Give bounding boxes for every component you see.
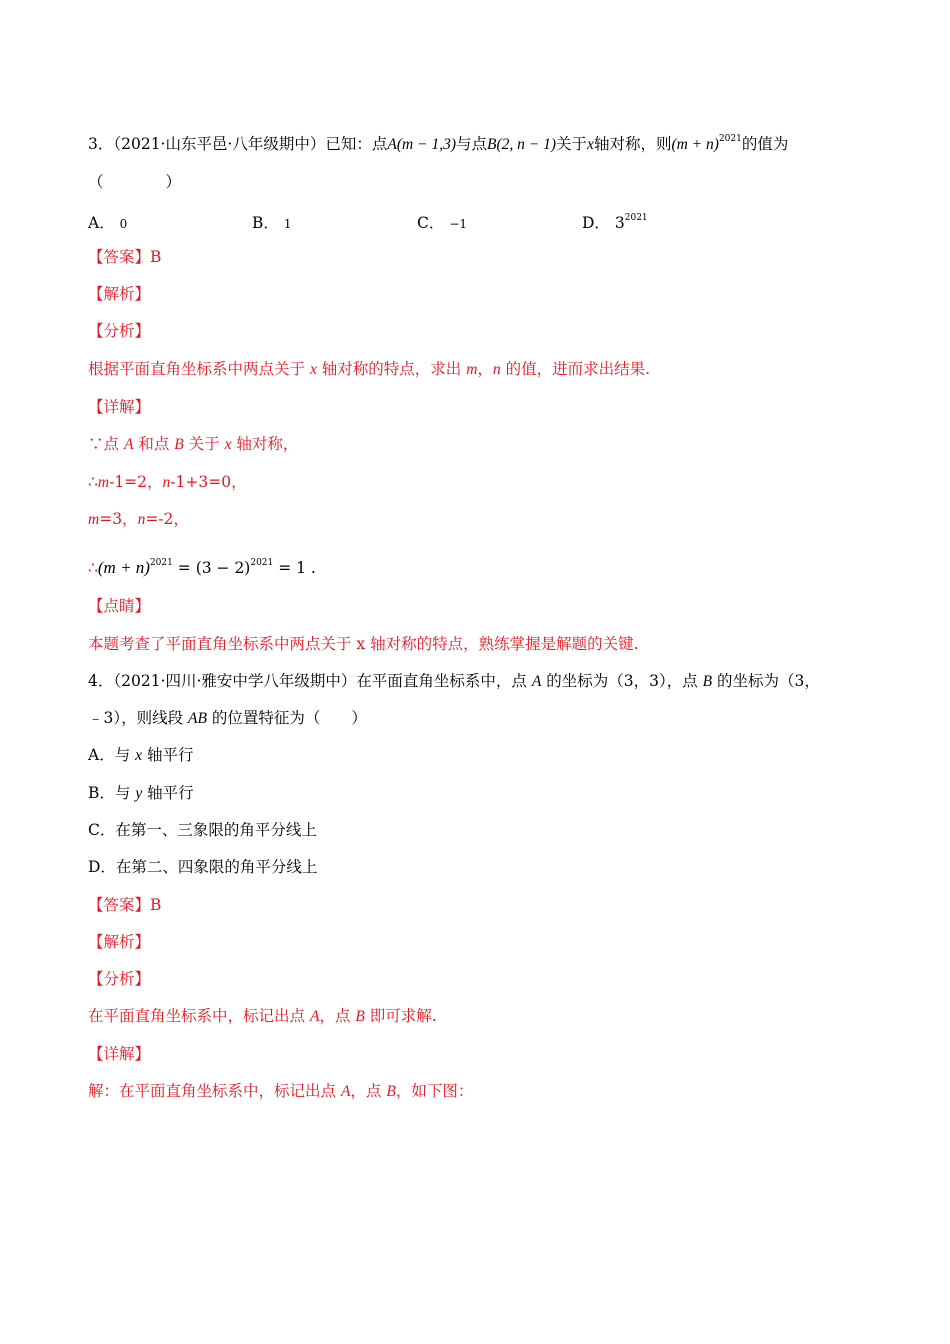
var: n (137, 511, 146, 528)
q3-stem-text: 的值为 (741, 135, 789, 153)
q3-option-c (417, 211, 467, 233)
q3-expression: (m + n) (671, 136, 719, 153)
text: ﹣3），则线段 (88, 709, 189, 727)
q4-option-d: D．在第二、四象限的角平分线上 (88, 858, 318, 876)
text: 的位置特征为（ ） (206, 709, 367, 727)
var: x (309, 361, 317, 378)
var: m (466, 361, 478, 378)
text: 和点 (133, 435, 175, 453)
var: AB (188, 710, 207, 727)
text: 的坐标为（3，3），点 (541, 672, 703, 690)
answer-value: B (150, 248, 162, 266)
q3-stem (88, 129, 788, 155)
math-expr: = (3 − 2) (172, 559, 251, 577)
text: A．与 (88, 746, 136, 764)
text: 解：在平面直角坐标系中，标记出点 (88, 1082, 341, 1100)
var: A (123, 436, 134, 453)
q3-fenxi-label: 【分析】 (88, 322, 151, 340)
q3-detail-label: 【详解】 (88, 398, 151, 416)
answer-label: 【答案】 (88, 896, 151, 914)
var: n (492, 361, 501, 378)
var: B (174, 436, 184, 453)
text: ∴ (88, 559, 98, 577)
q4-option-c: C．在第一、三象限的角平分线上 (88, 821, 317, 839)
q3-axis-var: x (587, 136, 594, 153)
var: x (135, 747, 143, 764)
q3-option-b (252, 211, 291, 233)
math-expr: (m + n) (97, 558, 150, 577)
text: ，点 (319, 1007, 356, 1025)
q4-analysis-label: 【解析】 (88, 933, 151, 951)
text: ∵点 (88, 435, 124, 453)
text: 即可求解. (364, 1007, 437, 1025)
q3-point-b: B(2, n − 1) (487, 136, 557, 153)
q3-fenxi-text (88, 359, 650, 380)
var: x (224, 436, 232, 453)
option-value: 3 (614, 214, 625, 232)
text: ∴ (88, 473, 98, 491)
answer-label: 【答案】 (88, 248, 151, 266)
var: n (162, 474, 171, 491)
math-expr: = 1 . (273, 559, 316, 577)
q4-fenxi-label: 【分析】 (88, 970, 151, 988)
q4-detail-label: 【详解】 (88, 1045, 151, 1063)
text: 轴平行 (142, 746, 194, 764)
q3-blank: （ ） (88, 173, 182, 191)
text: 的坐标为（3， (712, 672, 820, 690)
option-letter: A． (88, 214, 115, 232)
q3-detail-line-1 (88, 434, 298, 455)
q4-option-b (88, 783, 194, 804)
q3-option-d (582, 211, 648, 233)
var: A (531, 673, 542, 690)
q3-stem-text: 与点 (456, 135, 488, 153)
option-value: 1 (283, 217, 292, 231)
text: 关于 (183, 435, 225, 453)
option-letter: C． (417, 214, 445, 232)
var: m (88, 511, 100, 528)
text: 在平面直角坐标系中，标记出点 (88, 1007, 310, 1025)
exponent: 2021 (149, 558, 173, 568)
option-value: 0 (119, 217, 128, 231)
q3-detail-line-4 (88, 553, 316, 578)
text: 轴对称的特点，求出 (316, 360, 467, 378)
text: -1+3=0， (170, 473, 247, 491)
var: A (309, 1008, 320, 1025)
q3-stem-text: 3．（2021·山东平邑·八年级期中）已知：点 (88, 135, 388, 153)
option-value: −1 (449, 217, 468, 231)
answer-value: B (150, 896, 162, 914)
text: -1=2， (109, 473, 163, 491)
q3-analysis-label: 【解析】 (88, 285, 151, 303)
exponent: 2021 (250, 558, 274, 568)
q3-point-a: A(m − 1,3) (387, 136, 456, 153)
text: ，如下图： (395, 1082, 474, 1100)
q4-detail-text (88, 1081, 473, 1102)
q3-answer (88, 247, 161, 267)
q3-stem-text: 关于 (556, 135, 588, 153)
q3-detail-line-3 (88, 509, 189, 530)
text: =3， (99, 510, 138, 528)
q3-comment-label: 【点睛】 (88, 597, 151, 615)
option-letter: B． (252, 214, 279, 232)
text: 4．（2021·四川·雅安中学八年级期中）在平面直角坐标系中，点 (88, 672, 532, 690)
text: ，点 (350, 1082, 387, 1100)
text: B．与 (88, 784, 136, 802)
q4-answer (88, 895, 161, 915)
q3-stem-text: 轴对称，则 (593, 135, 672, 153)
text: 的值，进而求出结果. (500, 360, 651, 378)
q3-detail-line-2 (88, 472, 247, 493)
text: 根据平面直角坐标系中两点关于 (88, 360, 310, 378)
text: =-2， (145, 510, 189, 528)
q3-comment-text: 本题考查了平面直角坐标系中两点关于 x 轴对称的特点，熟练掌握是解题的关键. (88, 635, 639, 653)
q3-exponent: 2021 (718, 134, 742, 144)
text: 轴对称， (231, 435, 299, 453)
var: y (135, 785, 143, 802)
var: B (355, 1008, 365, 1025)
var: m (97, 474, 110, 491)
option-exponent: 2021 (624, 213, 648, 223)
text: 轴平行 (142, 784, 194, 802)
option-letter: D． (582, 214, 610, 232)
var: B (386, 1083, 396, 1100)
var: B (702, 673, 713, 690)
q4-fenxi-text (88, 1006, 437, 1027)
var: A (340, 1083, 351, 1100)
q4-stem-line-2 (88, 708, 367, 729)
text: ， (477, 360, 493, 378)
q3-option-a (88, 211, 127, 233)
q4-option-a (88, 745, 193, 766)
q4-stem-line-1 (88, 671, 820, 692)
